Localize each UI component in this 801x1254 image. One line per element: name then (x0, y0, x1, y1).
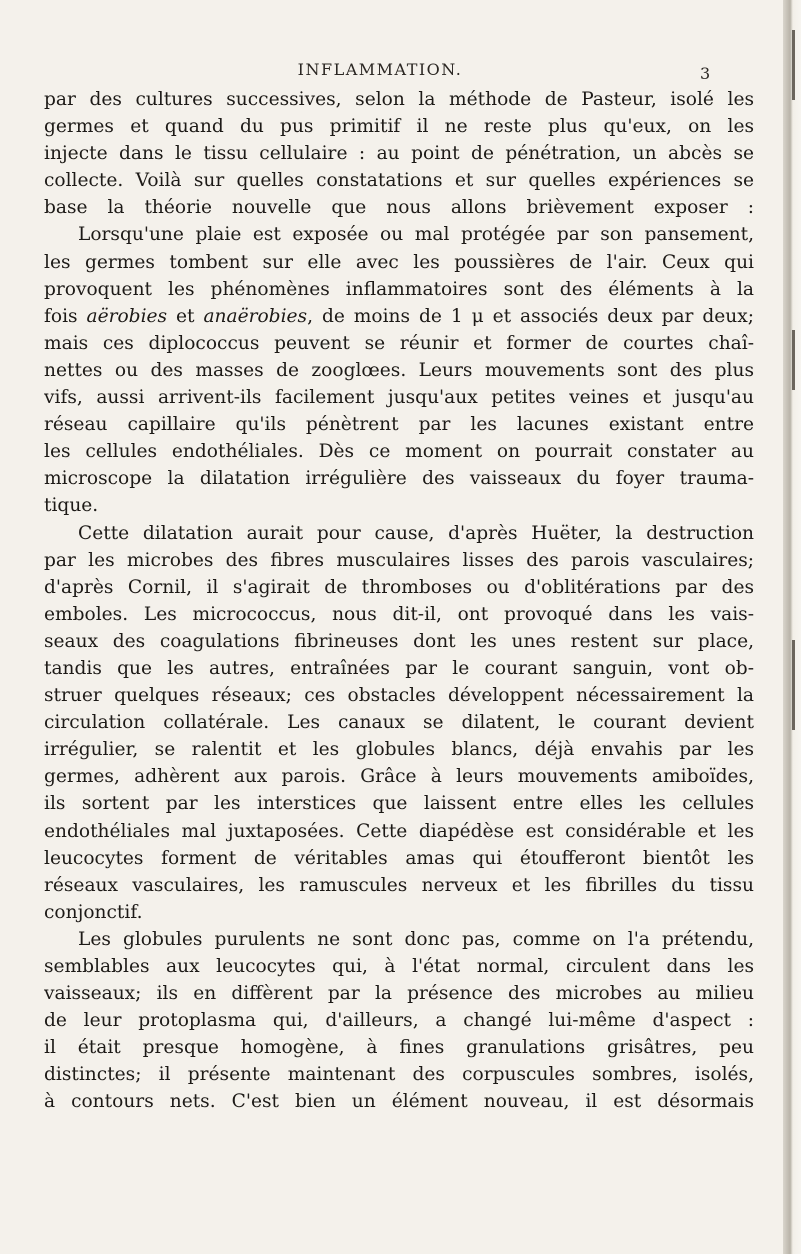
text-line: struer quelques réseaux; ces obstacles développent nécessairement la (44, 685, 754, 707)
text-line: leucocytes forment de véritables amas qui étoufferont bientôt les (44, 847, 754, 869)
text-line: il était presque homogène, à fines granulations grisâtres, peu (44, 1037, 754, 1059)
text-line: réseaux vasculaires, les ramuscules nerveux et les fibrilles du tissu (44, 874, 754, 896)
text-line: vifs, aussi arrivent-ils facilement jusqu'aux petites veines et jusqu'au (44, 387, 754, 409)
text-line: collecte. Voilà sur quelles constatations et sur quelles expériences se (44, 170, 754, 192)
text-line: Les globules purulents ne sont donc pas, comme on l'a prétendu, (78, 928, 754, 950)
text-run: fois (44, 305, 87, 327)
text-line: endothéliales mal juxtaposées. Cette diapédèse est considérable et les (44, 820, 754, 842)
running-title: INFLAMMATION. (297, 60, 463, 79)
text-line: ils sortent par les interstices que laissent entre elles les cellules (44, 793, 754, 815)
text-line: conjonctif. (44, 901, 143, 923)
text-line: nettes ou des masses de zooglœes. Leurs mouvements sont des plus (44, 359, 754, 381)
text-line: mais ces diplococcus peuvent se réunir et former de courtes chaî- (44, 332, 754, 354)
text-line: de leur protoplasma qui, d'ailleurs, a changé lui-même d'aspect : (44, 1010, 754, 1032)
text-line: vaisseaux; ils en diffèrent par la présence des microbes au milieu (44, 983, 754, 1005)
italic-term: aërobies (86, 305, 168, 327)
text-line: tandis que les autres, entraînées par le courant sanguin, vont ob- (44, 657, 754, 679)
text-line: injecte dans le tissu cellulaire : au point de pénétration, un abcès se (44, 143, 754, 165)
text-line: tique. (44, 495, 99, 517)
text-line: seaux des coagulations fibrineuses dont les unes restent sur place, (44, 630, 754, 652)
text-line: emboles. Les micrococcus, nous dit-il, ont provoqué dans les vais- (44, 603, 754, 625)
text-run: et (167, 305, 204, 327)
text-line: germes, adhèrent aux parois. Grâce à leurs mouvements amiboïdes, (44, 766, 754, 788)
italic-term: anaërobies (203, 305, 308, 327)
text-line: Cette dilatation aurait pour cause, d'après Huëter, la destruction (78, 522, 754, 544)
text-line: à contours nets. C'est bien un élément nouveau, il est désormais (44, 1091, 754, 1113)
text-line: distinctes; il présente maintenant des corpuscules sombres, isolés, (44, 1064, 754, 1086)
text-line: les germes tombent sur elle avec les poussières de l'air. Ceux qui (44, 251, 754, 273)
page-edge-shadow (783, 0, 801, 1254)
text-line: les cellules endothéliales. Dès ce moment on pourrait constater au (44, 441, 754, 463)
text-line: semblables aux leucocytes qui, à l'état normal, circulent dans les (44, 956, 754, 977)
text-line: par des cultures successives, selon la méthode de Pasteur, isolé les (44, 89, 754, 110)
text-line: microscope la dilatation irrégulière des vaisseaux du foyer trauma- (44, 468, 754, 490)
text-line: d'après Cornil, il s'agirait de thromboses ou d'oblitérations par des (44, 576, 754, 598)
text-line: provoquent les phénomènes inflammatoires sont des éléments à la (44, 278, 754, 300)
body-text (44, 86, 754, 1116)
text-line: Lorsqu'une plaie est exposée ou mal protégée par son pansement, (78, 224, 754, 246)
text-line: germes et quand du pus primitif il ne reste plus qu'eux, on les (44, 116, 754, 138)
text-line: base la théorie nouvelle que nous allons brièvement exposer : (44, 197, 754, 219)
running-head (0, 60, 760, 86)
text-line: irrégulier, se ralentit et les globules blancs, déjà envahis par les (44, 739, 754, 761)
text-line: circulation collatérale. Les canaux se dilatent, le courant devient (44, 712, 754, 734)
text-line: réseau capillaire qu'ils pénètrent par les lacunes existant entre (44, 414, 754, 436)
text-line: par les microbes des fibres musculaires lisses des parois vasculaires; (44, 549, 754, 571)
text-run: , de moins de 1 μ et associés deux par deux; (307, 305, 754, 327)
text-line (44, 303, 754, 330)
page-number: 3 (700, 64, 711, 83)
